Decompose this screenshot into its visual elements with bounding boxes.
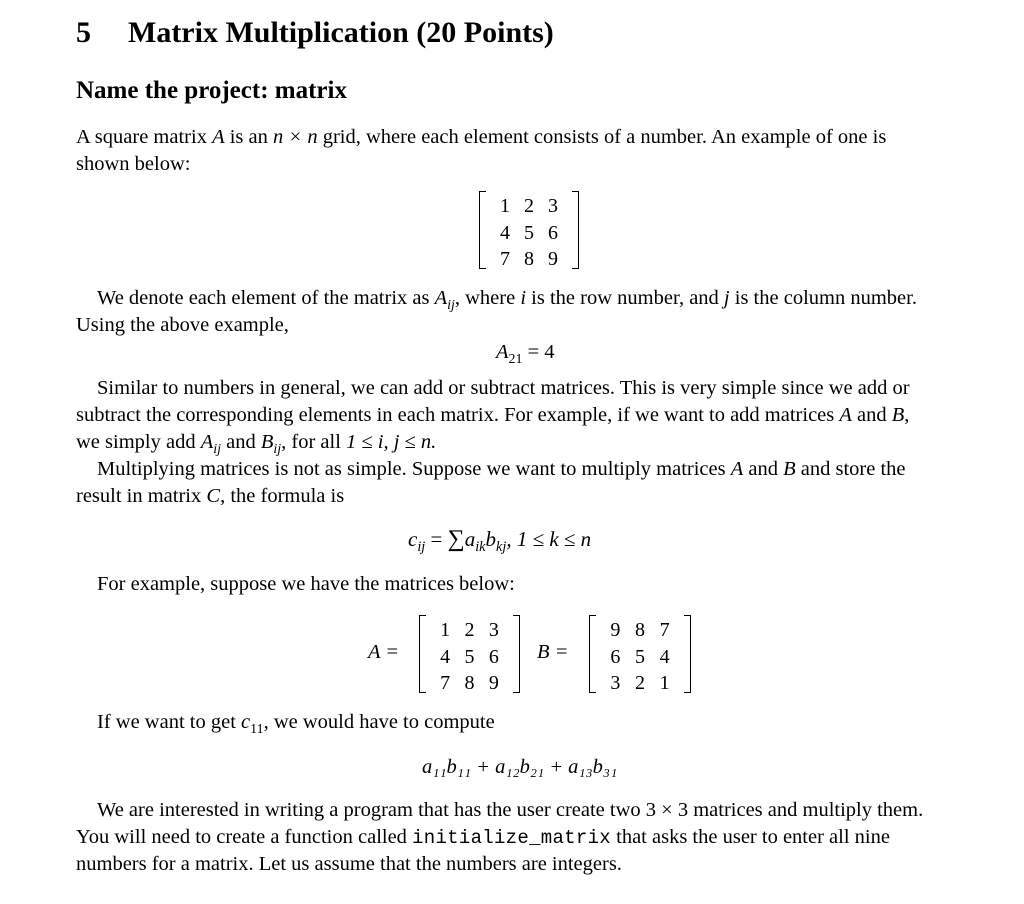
matrix-cell: 6 [488,645,499,668]
matrix-cell: 9 [488,672,499,694]
section-number: 5 [76,16,91,49]
a21-equation: $A_{21} = 4$ [496,341,555,368]
similar-line-1: Similar to numbers in general, we can add or subtract matrices. This is very simple since we add or [97,377,910,399]
denote-line-2: Using the above example, [76,314,289,336]
sum-symbol: ∑ [447,526,465,552]
section-title: Matrix Multiplication (20 Points) [128,16,554,49]
left-bracket [479,191,486,269]
matrix-cell: 2 [524,195,534,217]
matrix-cell: 2 [464,619,475,641]
matrix-cell: 1 [440,619,451,641]
matrix-cell: 5 [634,645,645,668]
example-line: For example, suppose we have the matrices below: [97,573,515,595]
matrix-cell: 1 [659,672,670,694]
matrix-cell: 1 [500,195,510,217]
right-bracket [513,615,520,693]
matrix-cell: 9 [610,619,621,641]
left-bracket [419,615,426,693]
matrix-a [419,615,520,693]
mult-line-2: result in matrix C, the formula is [76,485,345,507]
interest-line-2: You will need to create a function called initialize_matrix that asks the user to enter all nine [76,826,890,849]
matrix-cell: 3 [610,672,621,694]
intro-line-2: shown below: [76,153,191,175]
right-bracket [684,615,691,693]
matrix-cell: 8 [634,619,645,641]
matrix-cell: 4 [500,221,510,244]
matrix-cell: 6 [548,221,558,244]
interest-line-1: We are interested in writing a program that has the user create two 3 × 3 matrices and multiply them. [97,799,924,821]
matrix-cell: 8 [464,672,475,694]
right-bracket [572,191,579,269]
intro-line-1: A square matrix A is an n × n grid, where each element consists of a number. An example of one is [76,126,887,148]
get-c11-line: If we want to get $c_{11}$, we would have to compute [97,711,495,738]
matrix-cell: 3 [488,619,499,641]
matrix-cell: 5 [464,645,475,668]
matrix-cell: 7 [659,619,670,641]
denote-line-1: We denote each element of the matrix as $A_{ij}$, where i is the row number, and j is the column number. [97,287,917,314]
matrix-b [589,615,691,693]
matrix-b-label: B = [537,641,569,663]
matrix-cell: 4 [440,645,451,668]
matrix-a-label: A = [368,641,400,663]
left-bracket [589,615,596,693]
matrix-cell: 5 [524,221,534,244]
section-heading [76,16,554,50]
function-name: initialize_matrix [412,827,611,849]
similar-line-3: we simply add $A_{ij}$ and $B_{ij}$, for all 1 ≤ i, j ≤ n. [76,431,437,458]
matrix-cell: 6 [610,645,621,668]
matrix-cell: 2 [634,672,645,694]
matrix-cell: 9 [548,248,558,270]
project-name-heading: Name the project: matrix [76,77,347,104]
example-matrix [479,191,579,269]
matrix-cell: 7 [440,672,451,694]
mult-line-1: Multiplying matrices is not as simple. Suppose we want to multiply matrices A and B and store the [97,458,906,480]
matrix-cell: 8 [524,248,534,270]
matrix-cell: 3 [548,195,558,217]
multiplication-formula: $c_{ij} = \sum a_{ik}b_{kj}$, 1 ≤ k ≤ n [408,526,592,556]
interest-line-3: numbers for a matrix. Let us assume that the numbers are integers. [76,853,622,875]
compute-expression: a₁₁b₁₁ + a₁₂b₂₁ + a₁₃b₃₁ [422,756,618,778]
matrix-cell: 7 [500,248,510,270]
matrix-cell: 4 [659,645,670,668]
similar-line-2: subtract the corresponding elements in each matrix. For example, if we want to add matrices A and B, [76,404,910,426]
